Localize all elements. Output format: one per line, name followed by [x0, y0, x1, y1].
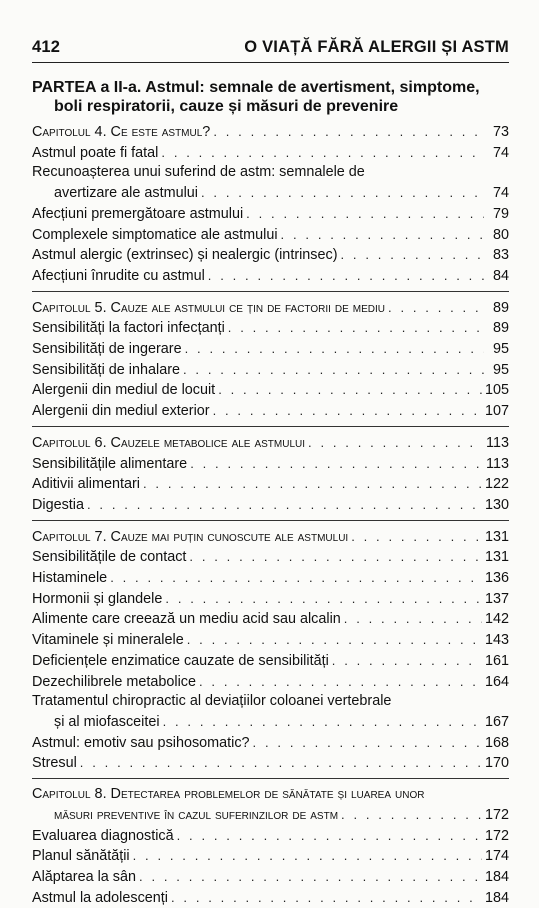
dot-leader [133, 846, 482, 866]
chapter-title-page: 73 [492, 124, 509, 140]
dot-leader [253, 733, 482, 753]
chapter-title-text: Capitolul 6. Cauzele metabolice ale astmului [32, 434, 306, 451]
toc-entry-text: Sensibilitățile alimentare [32, 455, 188, 472]
toc-entry-text: Afecțiuni premergătoare astmului [32, 205, 244, 222]
part-heading-line-2: boli respiratorii, cauze și măsuri de prevenire [54, 98, 399, 115]
toc-entry-page: 74 [492, 144, 509, 161]
toc-entry-text: Deficiențele enzimatice cauzate de sensibilități [32, 652, 329, 669]
toc-entry-text: Hormonii și glandele [32, 590, 163, 607]
toc-entry-text: Stresul [32, 755, 77, 772]
toc-entry[interactable] [32, 568, 509, 589]
toc-entry-line-1: Recunoașterea unui suferind de astm: semnalele de [32, 164, 365, 181]
toc-entry[interactable] [32, 712, 509, 733]
dot-leader [218, 380, 482, 400]
part-heading [32, 78, 509, 116]
dot-leader [87, 495, 482, 515]
toc-entry-page: 137 [484, 590, 509, 607]
toc-entry-page: 136 [484, 570, 509, 587]
toc-entry[interactable] [32, 589, 509, 610]
chapter-title[interactable] [32, 122, 509, 143]
dot-leader [281, 225, 484, 245]
toc-entry[interactable] [32, 867, 509, 888]
toc-entry[interactable] [32, 547, 509, 568]
dot-leader [161, 143, 484, 163]
toc-entry-page: 167 [484, 713, 509, 730]
dot-leader [185, 339, 484, 359]
toc-entry-text: și al miofasceitei [54, 713, 160, 730]
dot-leader [80, 753, 482, 773]
dot-leader [143, 474, 482, 494]
toc-entry-page: 172 [484, 827, 509, 844]
chapter-title-text: măsuri preventive în cazul suferinzilor de astm [54, 806, 339, 823]
page-number: 412 [32, 38, 61, 56]
toc-entry-page: 142 [484, 611, 509, 628]
toc-entry-page: 184 [484, 868, 509, 885]
toc-entry[interactable] [32, 753, 509, 774]
toc-entry-text: avertizare ale astmului [54, 185, 198, 202]
toc-entry-page: 80 [492, 226, 509, 243]
toc-entry-page: 184 [484, 889, 509, 906]
chapter-title-text: Capitolul 5. Cauze ale astmului ce țin de factorii de mediu [32, 299, 386, 316]
toc-entry[interactable] [32, 474, 509, 495]
part-heading-line-1: PARTEA a II-a. Astmul: semnale de avertisment, simptome, [32, 79, 480, 96]
dot-leader [341, 245, 485, 265]
chapter-title-line-1: Capitolul 8. Detectarea problemelor de sănătate și luarea unor [32, 786, 425, 803]
toc-entry-page: 164 [484, 673, 509, 690]
toc-entry-page: 143 [484, 632, 509, 649]
chapter-title-text: Capitolul 4. Ce este astmul? [32, 124, 211, 140]
dot-leader [388, 298, 484, 318]
running-header [32, 38, 509, 57]
dot-leader [171, 888, 482, 908]
dot-leader [308, 433, 483, 453]
chapter-title-page: 89 [492, 299, 509, 316]
toc-entry-page: 84 [492, 267, 509, 284]
dot-leader [199, 672, 482, 692]
book-title: O VIAȚĂ FĂRĂ ALERGII ȘI ASTM [244, 38, 509, 56]
toc-entry-page: 95 [492, 361, 509, 378]
toc-entry[interactable] [32, 609, 509, 630]
toc-entry-text: Alergenii din mediul exterior [32, 403, 210, 420]
toc-entry[interactable] [32, 888, 509, 908]
toc-entry-page: 74 [492, 185, 509, 202]
toc-entry-text: Astmul la adolescenți [32, 889, 168, 906]
toc-entry-page: 130 [484, 496, 509, 513]
chapter-title[interactable] [32, 805, 509, 826]
toc-entry-page: 131 [484, 549, 509, 566]
dot-leader [208, 266, 484, 286]
toc-entry-line-1: Tratamentul chiropractic al deviațiilor coloanei vertebrale [32, 693, 392, 710]
toc-entry-text: Alăptarea la sân [32, 868, 137, 885]
toc-entry-page: 83 [492, 247, 509, 264]
dot-leader [183, 360, 484, 380]
toc-entry-text: Dezechilibrele metabolice [32, 673, 196, 690]
dot-leader [213, 401, 482, 421]
toc-entry-text: Alimente care creează un mediu acid sau alcalin [32, 611, 341, 628]
chapter-block [32, 778, 509, 908]
toc-entry[interactable] [32, 846, 509, 867]
dot-leader [177, 826, 482, 846]
toc-entry[interactable] [32, 495, 509, 516]
dot-leader [165, 589, 482, 609]
toc-entry-page: 113 [486, 455, 509, 472]
toc-entry[interactable] [32, 318, 509, 339]
chapter-block [32, 426, 509, 516]
toc-entry-text: Aditivii alimentari [32, 476, 140, 493]
toc-entry[interactable] [32, 266, 509, 287]
toc-entry-page: 95 [492, 341, 509, 358]
toc-entry[interactable] [32, 204, 509, 225]
toc-entry[interactable] [32, 733, 509, 754]
toc-entry-page: 168 [484, 734, 509, 751]
dot-leader [246, 204, 484, 224]
chapter-title[interactable] [32, 298, 509, 319]
toc-entry[interactable] [32, 826, 509, 847]
dot-leader [139, 867, 482, 887]
dot-leader [351, 527, 482, 547]
table-of-contents [32, 122, 509, 908]
chapter-title[interactable] [32, 527, 509, 548]
toc-entry-text: Sensibilități la factori infecțanți [32, 320, 225, 337]
toc-entry-page: 107 [484, 403, 509, 420]
dot-leader [213, 122, 484, 142]
toc-entry[interactable] [32, 183, 509, 204]
toc-entry-text: Astmul: emotiv sau psihosomatic? [32, 734, 250, 751]
chapter-title-text: Capitolul 7. Cauze mai puțin cunoscute ale astmului [32, 528, 349, 545]
dot-leader [201, 183, 484, 203]
toc-entry[interactable] [32, 245, 509, 266]
toc-entry[interactable] [32, 339, 509, 360]
toc-entry-page: 161 [484, 652, 509, 669]
chapter-title-page: 113 [486, 434, 509, 451]
toc-entry[interactable] [32, 143, 509, 164]
toc-entry[interactable] [32, 630, 509, 651]
toc-entry-text: Astmul poate fi fatal [32, 144, 159, 161]
toc-entry-text: Astmul alergic (extrinsec) și nealergic (intrinsec) [32, 247, 338, 264]
header-rule [32, 62, 509, 63]
toc-entry-text: Complexele simptomatice ale astmului [32, 226, 278, 243]
chapter-title[interactable] [32, 433, 509, 454]
toc-entry-text: Afecțiuni înrudite cu astmul [32, 267, 205, 284]
toc-entry[interactable] [32, 380, 509, 401]
chapter-block [32, 122, 509, 287]
chapter-title-page: 131 [484, 528, 509, 545]
toc-entry-text: Histaminele [32, 570, 108, 587]
toc-entry[interactable] [32, 401, 509, 422]
toc-entry-page: 89 [492, 320, 509, 337]
dot-leader [110, 568, 482, 588]
dot-leader [341, 805, 482, 825]
chapter-block [32, 520, 509, 774]
toc-entry[interactable] [32, 360, 509, 381]
toc-entry-text: Vitaminele și mineralele [32, 632, 184, 649]
toc-entry-page: 174 [484, 848, 509, 865]
toc-entry-text: Alergenii din mediul de locuit [32, 382, 216, 399]
dot-leader [344, 609, 482, 629]
chapter-title-page: 172 [484, 806, 509, 823]
dot-leader [187, 630, 482, 650]
toc-entry-text: Planul sănătății [32, 848, 130, 865]
toc-entry-page: 79 [492, 205, 509, 222]
toc-entry-text: Evaluarea diagnostică [32, 827, 174, 844]
dot-leader [332, 651, 482, 671]
toc-entry-text: Sensibilități de ingerare [32, 341, 182, 358]
toc-entry[interactable] [32, 651, 509, 672]
dot-leader [190, 454, 483, 474]
toc-entry[interactable] [32, 454, 509, 475]
toc-entry-text: Sensibilități de inhalare [32, 361, 180, 378]
dot-leader [189, 547, 482, 567]
dot-leader [228, 318, 484, 338]
toc-entry-page: 122 [484, 476, 509, 493]
toc-entry-page: 170 [484, 755, 509, 772]
toc-entry-page: 105 [484, 382, 509, 399]
toc-entry[interactable] [32, 672, 509, 693]
toc-entry-text: Sensibilitățile de contact [32, 549, 187, 566]
toc-entry[interactable] [32, 225, 509, 246]
dot-leader [163, 712, 482, 732]
toc-entry-text: Digestia [32, 496, 84, 513]
chapter-block [32, 291, 509, 422]
